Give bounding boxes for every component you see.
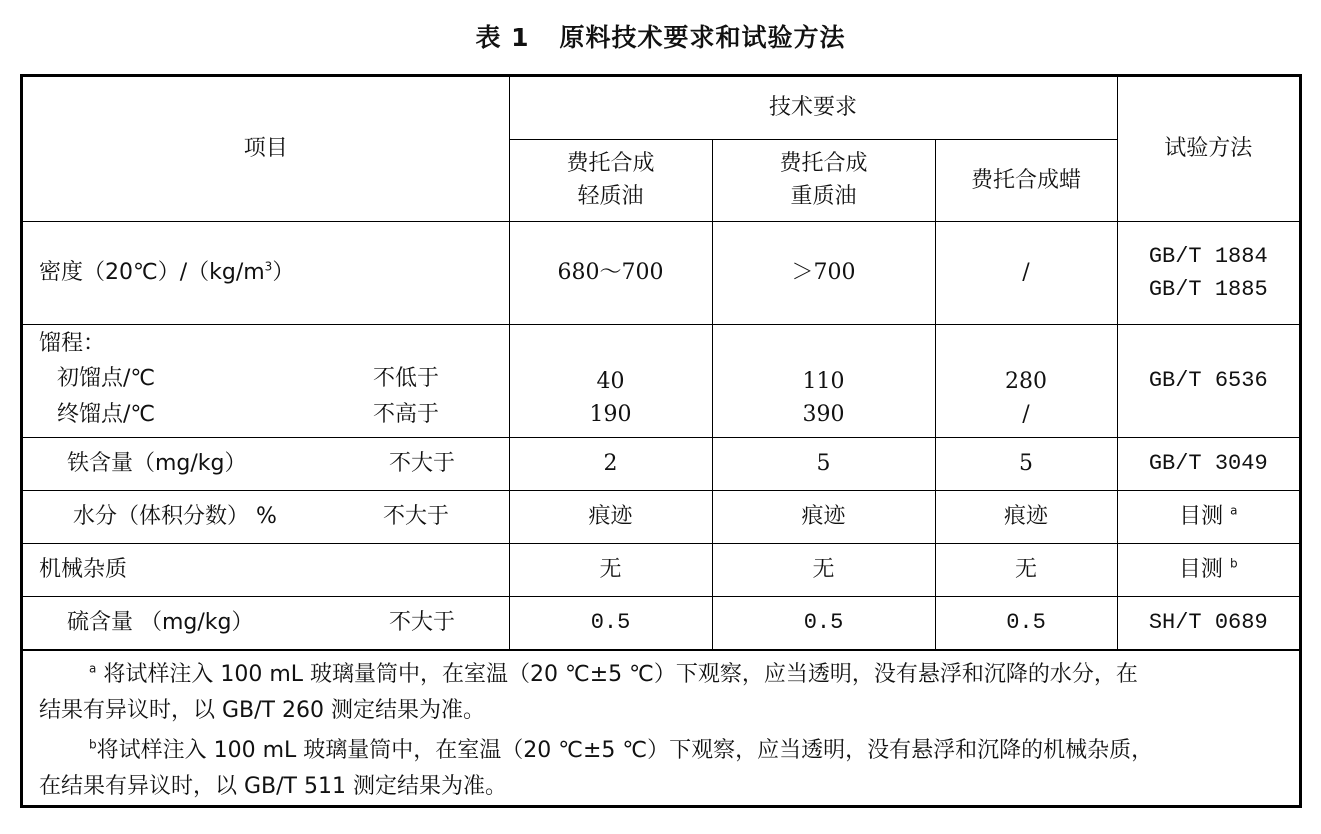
note-a-line2: 结果有异议时，以 GB/T 260 测定结果为准。 <box>39 697 485 723</box>
density-heavy: ＞700 <box>712 221 935 324</box>
water-label <box>23 490 509 543</box>
distillation-method: GB/T 6536 <box>1117 324 1299 437</box>
final-bp-label: 终馏点/℃ <box>57 402 156 427</box>
note-b-mark: b <box>89 737 97 752</box>
header-tech-requirements: 技术要求 <box>509 77 1117 139</box>
table-row <box>23 543 1299 596</box>
sulfur-limit: 不大于 <box>389 610 456 635</box>
density-method <box>1117 221 1299 324</box>
header-wax: 费托合成蜡 <box>935 139 1117 221</box>
density-label <box>23 221 509 324</box>
table-notes <box>23 650 1299 805</box>
sulfur-light: 0.5 <box>509 596 712 649</box>
distillation-wax <box>935 324 1117 437</box>
note-b-line1: 将试样注入 100 mL 玻璃量筒中，在室温（20 ℃±5 ℃）下观察，应当透明，没有悬浮和沉降的机械杂质， <box>96 737 1154 763</box>
spec-table-frame <box>20 74 1302 808</box>
mechanical-label: 机械杂质 <box>23 543 509 596</box>
mechanical-method <box>1117 543 1299 596</box>
note-a-line1: 将试样注入 100 mL 玻璃量筒中，在室温（20 ℃±5 ℃）下观察，应当透明，没有悬浮和沉降的水分，在 <box>96 661 1138 687</box>
table-row <box>23 490 1299 543</box>
header-test-method: 试验方法 <box>1117 77 1299 221</box>
table-title: 原料技术要求和试验方法 <box>559 23 846 52</box>
header-light-oil-line2: 轻质油 <box>577 184 644 209</box>
density-label-text: 密度（20℃）/（kg/m <box>39 260 265 285</box>
initial-bp-label: 初馏点/℃ <box>57 366 156 391</box>
header-heavy-oil-line1: 费托合成 <box>779 151 868 176</box>
density-light: 680～700 <box>509 221 712 324</box>
header-light-oil <box>509 139 712 221</box>
note-b <box>39 733 1281 805</box>
density-label-end: ） <box>272 260 295 285</box>
density-wax: / <box>935 221 1117 324</box>
iron-wax: 5 <box>935 437 1117 490</box>
mechanical-wax: 无 <box>935 543 1117 596</box>
density-sup: 3 <box>264 259 273 274</box>
note-b-line2: 在结果有异议时，以 GB/T 511 测定结果为准。 <box>39 773 507 799</box>
iron-label-text: 铁含量（mg/kg） <box>67 451 247 476</box>
mechanical-heavy: 无 <box>712 543 935 596</box>
distillation-light <box>509 324 712 437</box>
header-item: 项目 <box>23 77 509 221</box>
water-wax: 痕迹 <box>935 490 1117 543</box>
note-a-mark: a <box>89 661 97 676</box>
water-method-sup: a <box>1230 503 1238 518</box>
water-limit: 不大于 <box>383 504 450 529</box>
iron-heavy: 5 <box>712 437 935 490</box>
header-light-oil-line1: 费托合成 <box>566 151 655 176</box>
table-row <box>23 221 1299 324</box>
water-method <box>1117 490 1299 543</box>
iron-limit: 不大于 <box>389 451 456 476</box>
mechanical-method-sup: b <box>1229 556 1238 571</box>
water-label-text: 水分（体积分数） % <box>73 504 277 529</box>
water-method-text: 目测 <box>1179 504 1224 529</box>
iron-method: GB/T 3049 <box>1117 437 1299 490</box>
header-row-1 <box>23 77 1299 139</box>
water-heavy: 痕迹 <box>712 490 935 543</box>
final-bp-limit: 不高于 <box>373 402 440 427</box>
iron-light: 2 <box>509 437 712 490</box>
table-caption <box>0 18 1321 54</box>
initial-bp-wax: 280 <box>1005 368 1047 394</box>
sulfur-wax: 0.5 <box>935 596 1117 649</box>
sulfur-method: SH/T 0689 <box>1117 596 1299 649</box>
table-number: 表 1 <box>475 23 530 52</box>
initial-bp-heavy: 110 <box>802 368 845 394</box>
sulfur-heavy: 0.5 <box>712 596 935 649</box>
table-row <box>23 437 1299 490</box>
iron-label <box>23 437 509 490</box>
sulfur-label <box>23 596 509 649</box>
table-row <box>23 324 1299 437</box>
table-row <box>23 596 1299 649</box>
header-heavy-oil <box>712 139 935 221</box>
distillation-heavy <box>712 324 935 437</box>
distillation-label <box>23 324 509 437</box>
header-heavy-oil-line2: 重质油 <box>790 184 857 209</box>
initial-bp-limit: 不低于 <box>373 366 440 391</box>
water-light: 痕迹 <box>509 490 712 543</box>
sulfur-label-text: 硫含量 （mg/kg） <box>67 610 254 635</box>
density-method-2: GB/T 1885 <box>1148 276 1268 302</box>
distillation-title: 馏程： <box>39 331 106 356</box>
initial-bp-light: 40 <box>596 368 625 394</box>
density-method-1: GB/T 1884 <box>1148 243 1268 269</box>
mechanical-light: 无 <box>509 543 712 596</box>
spec-table <box>23 77 1299 650</box>
note-a <box>39 657 1281 729</box>
mechanical-method-text: 目测 <box>1178 557 1223 582</box>
final-bp-light: 190 <box>589 401 632 427</box>
final-bp-heavy: 390 <box>802 401 845 427</box>
final-bp-wax: / <box>1022 401 1030 427</box>
